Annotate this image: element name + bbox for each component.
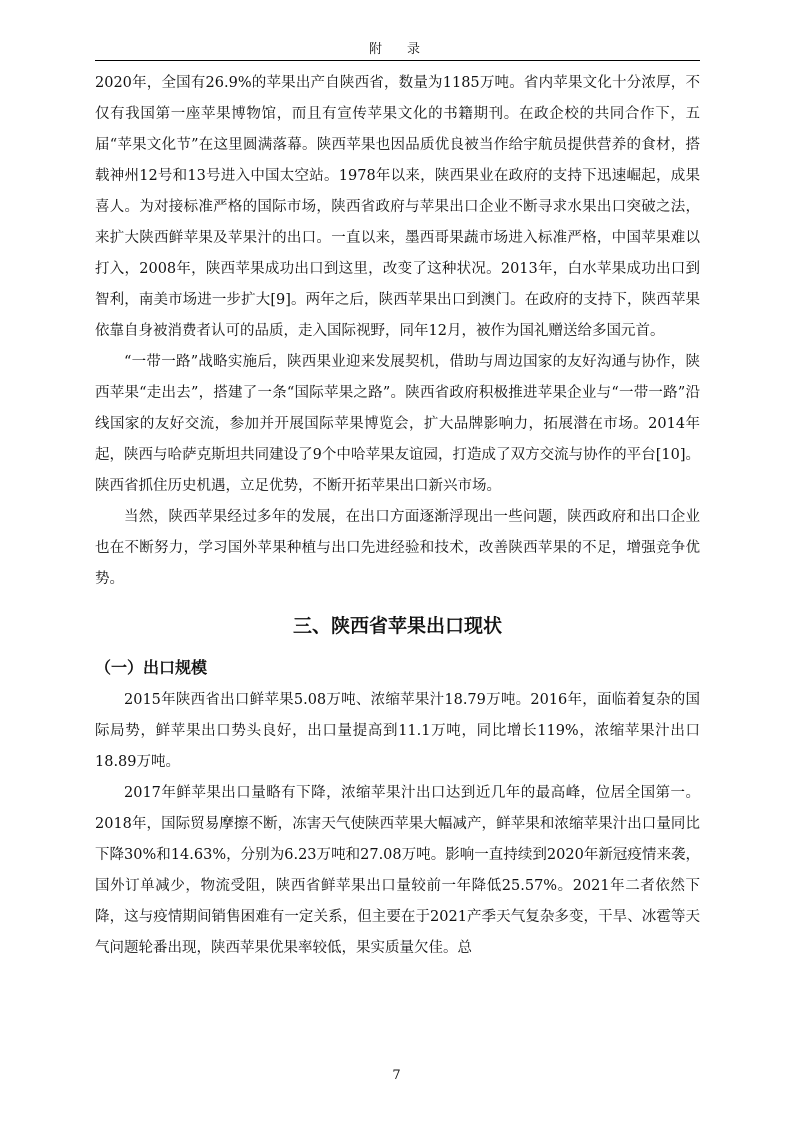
header-rule bbox=[95, 60, 700, 61]
running-header: 附 录 bbox=[368, 42, 426, 57]
subsection-heading: （一）出口规模 bbox=[95, 658, 208, 677]
paragraph-belt-and-road: “一带一路”战略实施后，陕西果业迎来发展契机，借助与周边国家的友好沟通与协作，陕西苹果“走出去”，搭建了一条“国际苹果之路”。陕西省政府积极推进苹果企业与“一带一路”沿线国家的友好交流，参加并开展国际苹果博览会，扩大品牌影响力，拓展潜在市场。2014年起，陕西与哈萨克斯坦共同建设了9个中哈苹果友谊园，打造成了双方交流与协作的平台[10]。陕西省抓住历史机遇，立足优势，不断开拓苹果出口新兴市场。 bbox=[95, 354, 700, 494]
page-number: 7 bbox=[392, 1068, 401, 1083]
paragraph-export-2015-2016: 2015年陕西省出口鲜苹果5.08万吨、浓缩苹果汁18.79万吨。2016年，面临着复杂的国际局势，鲜苹果出口势头良好，出口量提高到11.1万吨，同比增长119%，浓缩苹果汁出口18.89万吨。 bbox=[95, 692, 700, 770]
section-heading: 三、陕西省苹果出口现状 bbox=[292, 615, 502, 637]
paragraph-export-2017-2021: 2017年鲜苹果出口量略有下降，浓缩苹果汁出口达到近几年的最高峰，位居全国第一。2018年，国际贸易摩擦不断，冻害天气使陕西苹果大幅减产，鲜苹果和浓缩苹果汁出口量同比下降30%和14.63%，分别为6.23万吨和27.08万吨。影响一直持续到2020年新冠疫情来袭，国外订单减少，物流受阻，陕西省鲜苹果出口量较前一年降低25.57%。2021年二者依然下降，这与疫情期间销售困难有一定关系，但主要在于2021产季天气复杂多变，干旱、冰雹等天气问题轮番出现，陕西苹果优果率较低，果实质量欠佳。总 bbox=[95, 785, 700, 956]
paragraph-apple-culture: 2020年，全国有26.9%的苹果出产自陕西省，数量为1185万吨。省内苹果文化十分浓厚，不仅有我国第一座苹果博物馆，而且有宣传苹果文化的书籍期刊。在政企校的共同合作下，五届“苹果文化节”在这里圆满落幕。陕西苹果也因品质优良被当作给宇航员提供营养的食材，搭载神州12号和13号进入中国太空站。1978年以来，陕西果业在政府的支持下迅速崛起，成果喜人。为对接标准严格的国际市场，陕西省政府与苹果出口企业不断寻求水果出口突破之法，来扩大陕西鲜苹果及苹果汁的出口。一直以来，墨西哥果蔬市场进入标准严格，中国苹果难以打入，2008年，陕西苹果成功出口到这里，改变了这种状况。2013年，白水苹果成功出口到智利，南美市场进一步扩大[9]。两年之后，陕西苹果出口到澳门。在政府的支持下，陕西苹果依靠自身被消费者认可的品质，走入国际视野，同年12月，被作为国礼赠送给多国元首。 bbox=[95, 75, 700, 339]
paragraph-export-problems: 当然，陕西苹果经过多年的发展，在出口方面逐渐浮现出一些问题，陕西政府和出口企业也在不断努力，学习国外苹果种植与出口先进经验和技术，改善陕西苹果的不足，增强竞争优势。 bbox=[95, 509, 700, 587]
page-body bbox=[95, 68, 700, 964]
